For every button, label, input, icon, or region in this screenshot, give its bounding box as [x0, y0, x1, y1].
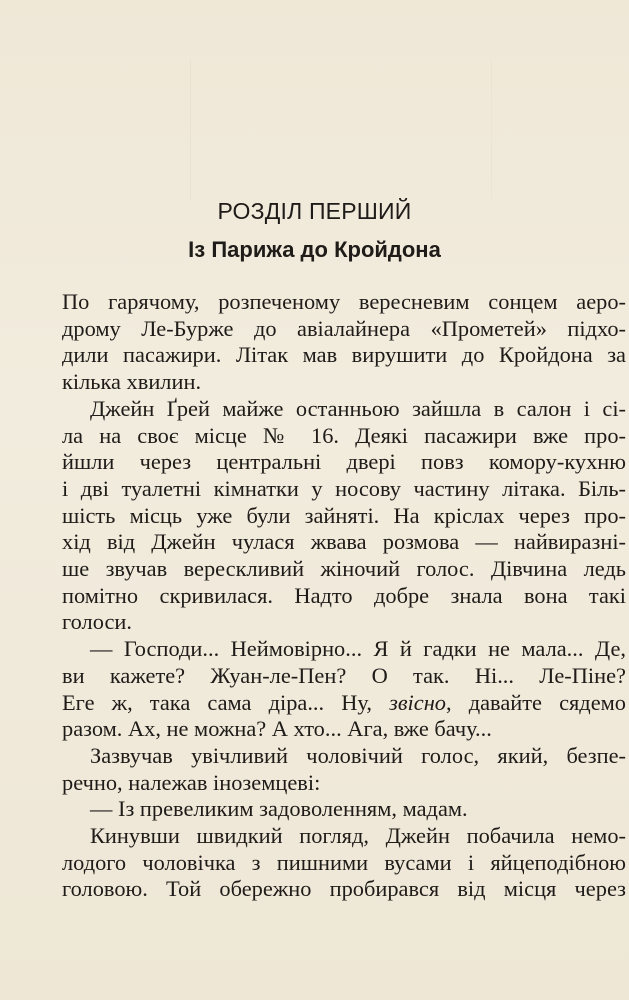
text-line: дрому Ле-Бурже до авіалайнера «Прометей» підхо- [62, 315, 626, 341]
text-line: ше звучав верескливий жіночий голос. Дівчина ледь [62, 556, 626, 582]
paper-show-through [190, 60, 492, 200]
text-line: ви кажете? Жуан-ле-Пен? О так. Ні... Ле-Піне? [62, 662, 626, 688]
text-line: шість місць уже були зайняті. На кріслах через про- [62, 502, 626, 528]
text-line: голоси. [62, 609, 132, 635]
chapter-heading: РОЗДІЛ ПЕРШИЙ [217, 198, 412, 224]
chapter-subtitle: Із Парижа до Кройдона [188, 237, 441, 262]
text-line: — Із превеликим задоволенням, мадам. [90, 796, 468, 822]
text-line: речно, належав іноземцеві: [62, 769, 321, 795]
text-fragment: , давайте сядемо [446, 689, 626, 715]
text-line: — Господи... Неймовірно... Я й гадки не мала... Де, [90, 636, 626, 662]
text-line: разом. Ах, не можна? А хто... Ага, вже бачу... [62, 716, 492, 742]
text-line: Джейн Ґрей майже останньою зайшла в салон і сі- [90, 395, 626, 421]
text-line: лодого чоловічка з пишними вусами і яйцеподібною [62, 849, 626, 875]
text-line: ла на своє місце № 16. Деякі пасажири вже про- [62, 422, 626, 448]
text-line: і дві туалетні кімнатки у носову частину літака. Біль- [62, 475, 626, 501]
text-line [62, 690, 626, 717]
body-text [62, 289, 626, 903]
text-line: По гарячому, розпеченому вересневим сонцем аеро- [62, 289, 626, 314]
emphasized-word: звісно [389, 689, 446, 715]
text-line: помітно скривилася. Надто добре знала вона такі [62, 582, 626, 608]
text-fragment: Еге ж, така сама діра... Ну, [62, 689, 390, 715]
text-line: хід від Джейн чулася жвава розмова — найвиразні- [62, 529, 626, 555]
text-line: кілька хвилин. [62, 369, 202, 395]
text-line: Зазвучав увічливий чоловічий голос, який, безпе- [90, 742, 626, 768]
text-line: головою. Той обережно пробирався від місця через [62, 876, 626, 902]
text-line: Кинувши швидкий погляд, Джейн побачила немо- [90, 823, 626, 849]
text-line: йшли через центральні двері повз комору-кухню [62, 449, 626, 475]
text-line: дили пасажири. Літак мав вирушити до Кройдона за [62, 342, 626, 368]
